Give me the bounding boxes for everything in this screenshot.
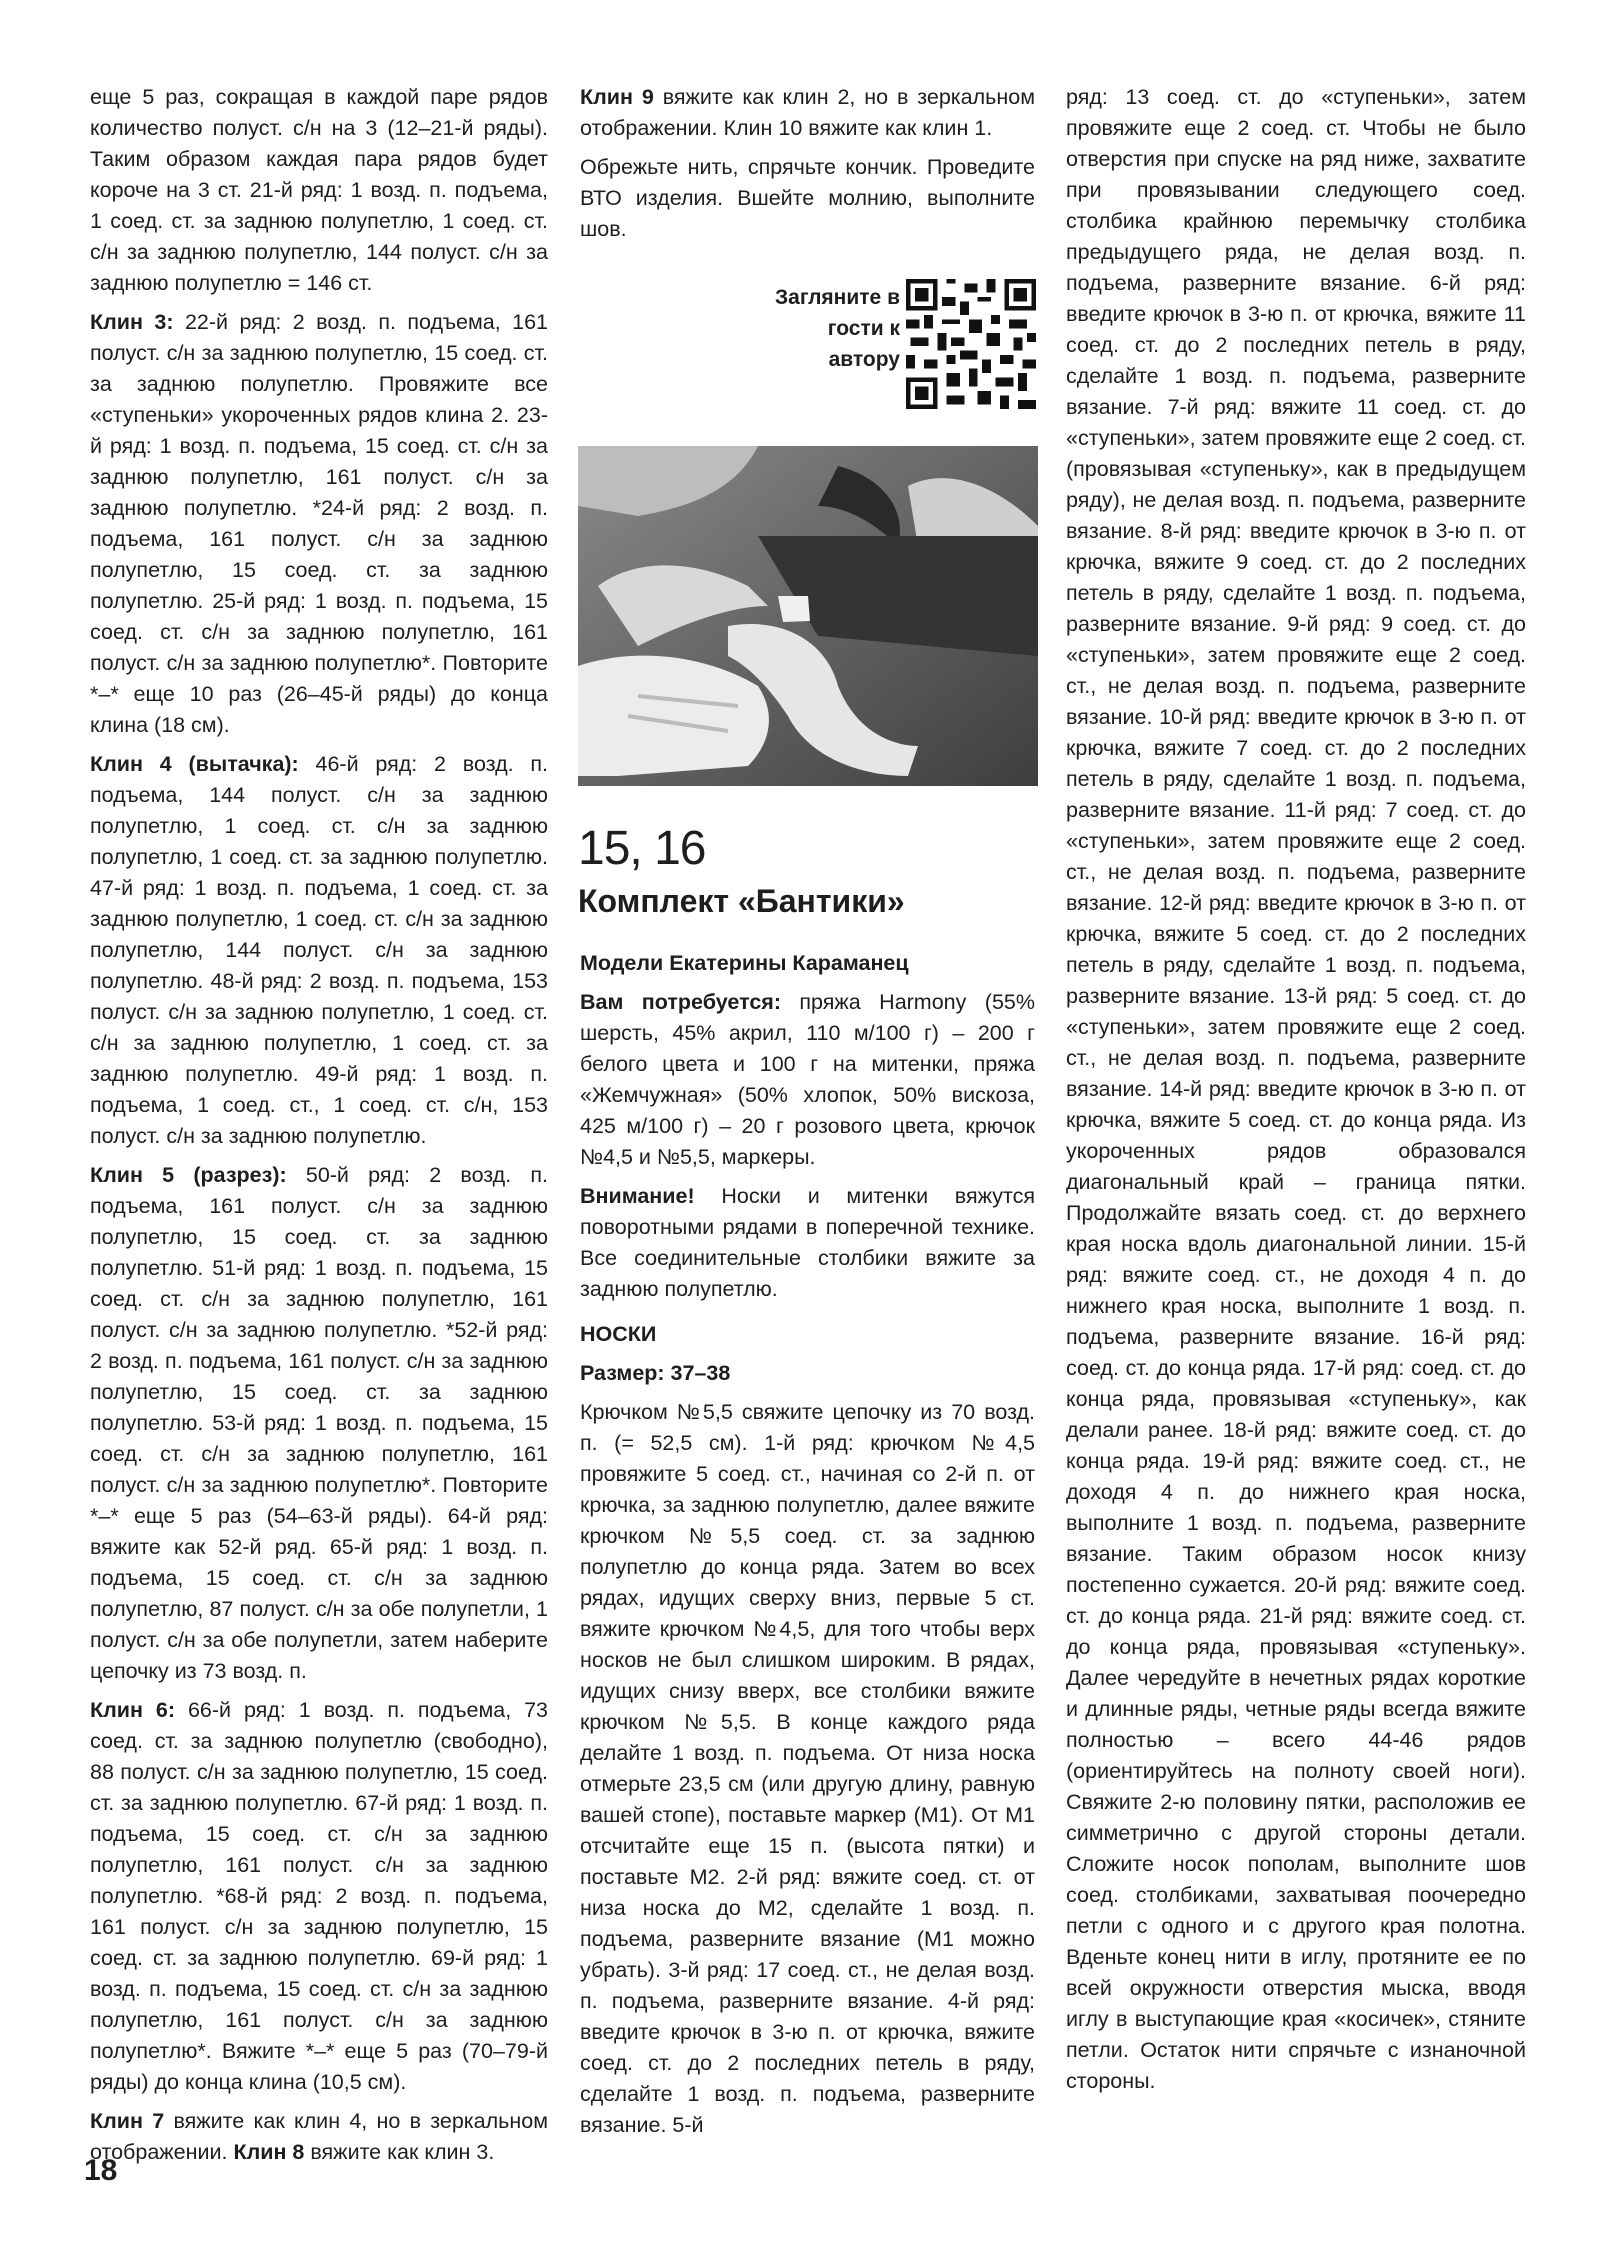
materials-text: пряжа Harmony (55% шерсть, 45% акрил, 110 м/100 г) – 200 г белого цвета и 100 г на митенки, пряжа «Жемчужная» (50% хлопок, 50% вискоза, 425 м/100 г) – 20 г розового цвета, крючок №4,5 и №5,5, маркеры. — [580, 990, 1035, 1169]
paragraph-socks: Крючком №5,5 свяжите цепочку из 70 возд. п. (= 52,5 см). 1-й ряд: крючком №4,5 провяжите 5 соед. ст., начиная со 2-й п. от крючка, за заднюю полупетлю, далее вяжите крючком №5,5 соед. ст. за заднюю полупетлю до конца ряда. Затем во всех рядах, идущих сверху вниз, первые 5 ст. вяжите крючком №4,5, для того чтобы верх носков не был слишком широким. В рядах, идущих снизу вверх, все столбики вяжите крючком №5,5. В конце каждого ряда делайте 1 возд. п. подъема. От низа носка отмерьте 23,5 см (или другую длину, равную вашей стопе), поставьте маркер (М1). От М1 отсчитайте еще 15 п. (высота пятки) и поставьте М2. 2-й ряд: вяжите соед. ст. от низа носка до М2, сделайте 1 возд. п. подъема, разверните вязание (М1 можно убрать). 3-й ряд: 17 соед. ст., не делая возд. п. подъема, разверните вязание. 4-й ряд: введите крючок в 3-ю п. от крючка, вяжите соед. ст. до 2 последних петель в ряду, сделайте 1 возд. п. подъема, разверните вязание. 5-й — [580, 1400, 1035, 2137]
size-line: Размер: 37–38 — [580, 1361, 731, 1385]
paragraph-finish: Обрежьте нить, спрячьте кончик. Проведите ВТО изделия. Вшейте молнию, выполните шов. — [580, 155, 1035, 241]
paragraph-materials — [580, 987, 1035, 1173]
klin7-text: вяжите как клин 4, но в зеркальном отображении. — [90, 2109, 548, 2164]
product-photo — [578, 446, 1038, 786]
paragraph-klin6 — [90, 1695, 548, 2098]
paragraph-klin7-8 — [90, 2106, 548, 2168]
klin8-label: Клин 8 — [233, 2140, 305, 2164]
column-3 — [1066, 82, 1526, 2105]
qr-caption: Загляните в гости к автору — [775, 286, 900, 371]
klin6-text: 66-й ряд: 1 возд. п. подъема, 73 соед. ст. за заднюю полупетлю (свободно), 88 полуст. с/н за заднюю полупетлю, 15 соед. ст. за заднюю полупетлю. 67-й ряд: 1 возд. п. подъема, 15 соед. ст. с/н за заднюю полупетлю, 161 полуст. с/н за заднюю полупетлю. *68-й ряд: 2 возд. п. подъема, 161 полуст. с/н за заднюю полупетлю, 15 соед. ст. за заднюю полупетлю. 69-й ряд: 1 возд. п. подъема, 15 соед. ст. с/н за заднюю полупетлю, 161 полуст. с/н за заднюю полупетлю*. Вяжите *–* еще 5 раз (70–79-й ряды) до конца клина (10,5 см). — [90, 1698, 549, 2094]
klin6-label: Клин 6: — [90, 1698, 176, 1722]
klin4-text: 46-й ряд: 2 возд. п. подъема, 144 полуст. с/н за заднюю полупетлю, 1 соед. ст. с/н за заднюю полупетлю, 1 соед. ст. за заднюю полупетлю. 47-й ряд: 1 возд. п. подъема, 1 соед. ст. за заднюю полупетлю, 1 соед. ст. с/н за заднюю полупетлю, 144 полуст. с/н за заднюю полупетлю. 48-й ряд: 2 возд. п. подъема, 153 полуст. с/н за заднюю полупетлю, 1 соед. ст. с/н за заднюю полупетлю, 1 соед. ст. за заднюю полупетлю. 49-й ряд: 1 возд. п. подъема, 1 соед. ст., 1 соед. ст. с/н, 153 полуст. с/н за заднюю полупетлю. — [90, 752, 548, 1148]
paragraph-attention — [580, 1181, 1035, 1305]
section-title: Комплект «Бантики» — [578, 883, 905, 919]
klin8-text: вяжите как клин 3. — [304, 2140, 495, 2164]
attention-label: Внимание! — [580, 1184, 695, 1208]
qr-code-icon[interactable] — [906, 274, 1036, 414]
paragraph-klin2-end: еще 5 раз, сокращая в каждой паре рядов количество полуст. с/н на 3 (12–21-й ряды). Таким образом каждая пара рядов будет короче на 3 ст. 21-й ряд: 1 возд. п. подъема, 1 соед. ст. за заднюю полупетлю, 1 соед. ст. с/н за заднюю полупетлю, 144 полуст. с/н за заднюю полупетлю = 146 ст. — [90, 85, 548, 295]
column-2-main — [580, 948, 1035, 2149]
paragraph-klin4 — [90, 749, 548, 1152]
column-1 — [90, 82, 548, 2176]
materials-label: Вам потребуется: — [580, 990, 781, 1014]
klin3-label: Клин 3: — [90, 310, 174, 334]
klin4-label: Клин 4 (вытачка): — [90, 752, 299, 776]
author-line: Модели Екатерины Караманец — [580, 951, 909, 975]
klin5-text: 50-й ряд: 2 возд. п. подъема, 161 полуст. с/н за заднюю полупетлю, 15 соед. ст. за заднюю полупетлю. 51-й ряд: 1 возд. п. подъема, 15 соед. ст. с/н за заднюю полупетлю, 161 полуст. с/н за заднюю полупетлю. *52-й ряд: 2 возд. п. подъема, 161 полуст. с/н за заднюю полупетлю, 15 соед. ст. за заднюю полупетлю. 53-й ряд: 1 возд. п. подъема, 15 соед. ст. с/н за заднюю полупетлю, 161 полуст. с/н за заднюю полупетлю*. Повторите *–* еще 5 раз (54–63-й ряды). 64-й ряд: вяжите как 52-й ряд. 65-й ряд: 1 возд. п. подъема, 15 соед. ст. с/н за заднюю полупетлю, 87 полуст. с/н за обе полупетли, 1 полуст. с/н за обе полупетли, затем наберите цепочку из 73 возд. п. — [90, 1163, 549, 1683]
klin9-label: Клин 9 — [580, 85, 654, 109]
column-2-top — [580, 82, 1035, 253]
klin9-text: вяжите как клин 2, но в зеркальном отображении. Клин 10 вяжите как клин 1. — [580, 85, 1035, 140]
qr-block — [760, 274, 1035, 419]
attention-text: Носки и митенки вяжутся поворотными рядами в поперечной технике. Все соединительные столбики вяжите за заднюю полупетлю. — [580, 1184, 1035, 1301]
paragraph-socks-continued: ряд: 13 соед. ст. до «ступеньки», затем провяжите еще 2 соед. ст. Чтобы не было отверстия при спуске на ряд ниже, захватите при провязывании следующего соед. столбика крайнюю перемычку столбика предыдущего ряда, не делая возд. п. подъема, разверните вязание. 6-й ряд: введите крючок в 3-ю п. от крючка, вяжите 11 соед. ст. до 2 последних петель в ряду, сделайте 1 возд. п. подъема, разверните вязание. 7-й ряд: вяжите 11 соед. ст. до «ступеньки», затем провяжите еще 2 соед. ст. (провязывая «ступеньку», как в предыдущем ряду), не делая возд. п. подъема, разверните вязание. 8-й ряд: введите крючок в 3-ю п. от крючка, вяжите 9 соед. ст. до 2 последних петель в ряду, сделайте 1 возд. п. подъема, разверните вязание. 9-й ряд: 9 соед. ст. до «ступеньки», затем провяжите еще 2 соед. ст., не делая возд. п. подъема, разверните вязание. 10-й ряд: введите крючок в 3-ю п. от крючка, вяжите 7 соед. ст. до 2 последних петель в ряду, сделайте 1 возд. п. подъема, разверните вязание. 11-й ряд: 7 соед. ст. до «ступеньки», затем провяжите еще 2 соед. ст., не делая возд. п. подъема, разверните вязание. 12-й ряд: введите крючок в 3-ю п. от крючка, вяжите 5 соед. ст. до 2 последних петель в ряду, сделайте 1 возд. п. подъема, разверните вязание. 13-й ряд: 5 соед. ст. до «ступеньки», затем провяжите еще 2 соед. ст., не делая возд. п. подъема, разверните вязание. 14-й ряд: введите крючок в 3-ю п. от крючка, вяжите 5 соед. ст. до конца ряда. Из укороченных рядов образовался диагональный край – граница пятки. Продолжайте вязать соед. ст. до верхнего края носка вдоль диагональной линии. 15-й ряд: вяжите соед. ст., не доходя 4 п. до нижнего края носка, выполните 1 возд. п. подъема, разверните вязание. 16-й ряд: соед. ст. до конца ряда. 17-й ряд: соед. ст. до конца ряда, провязывая «ступеньку», как делали ранее. 18-й ряд: вяжите соед. ст. до конца ряда. 19-й ряд: вяжите соед. ст., не доходя 4 п. до нижнего края носка, выполните 1 возд. п. подъема, разверните вязание. Таким образом носок книзу постепенно сужается. 20-й ряд: вяжите соед. ст. до конца ряда. 21-й ряд: вяжите соед. ст. до конца ряда, провязывая «ступеньку». Далее чередуйте в нечетных рядах короткие и длинные ряды, четные ряды всегда вяжите полностью – всего 44-46 рядов (ориентируйтесь на полноту своей ноги). Свяжите 2-ю половину пятки, расположив ее симметрично с другой стороны детали. Сложите носок пополам, выполните шов соед. столбиками, захватывая поочередно петли с одного и с другого края полотна. Вденьте конец нити в иглу, протяните ее по всей окружности отверстия мыска, вводя иглу в выступающие края «косичек», стяните петли. Остаток нити спрячьте с изнаночной стороны. — [1066, 85, 1526, 2093]
paragraph-klin9 — [580, 82, 1035, 144]
klin3-text: 22-й ряд: 2 возд. п. подъема, 161 полуст. с/н за заднюю полупетлю, 15 соед. ст. за заднюю полупетлю. Провяжите все «ступеньки» укороченных рядов клина 2. 23-й ряд: 1 возд. п. подъема, 15 соед. ст. с/н за заднюю полупетлю, 161 полуст. с/н за заднюю полупетлю. *24-й ряд: 2 возд. п. подъема, 161 полуст. с/н за заднюю полупетлю, 15 соед. ст. за заднюю полупетлю. 25-й ряд: 1 возд. п. подъема, 15 соед. ст. с/н за заднюю полупетлю, 161 полуст. с/н за заднюю полупетлю*. Повторите *–* еще 10 раз (26–45-й ряды) до конца клина (18 см). — [90, 310, 549, 737]
paragraph-klin5 — [90, 1160, 548, 1687]
klin5-label: Клин 5 (разрез): — [90, 1163, 287, 1187]
page-number: 18 — [84, 2154, 118, 2187]
socks-heading: НОСКИ — [580, 1322, 657, 1346]
paragraph-klin3 — [90, 307, 548, 741]
section-number: 15, 16 — [578, 822, 706, 875]
klin7-label: Клин 7 — [90, 2109, 165, 2133]
